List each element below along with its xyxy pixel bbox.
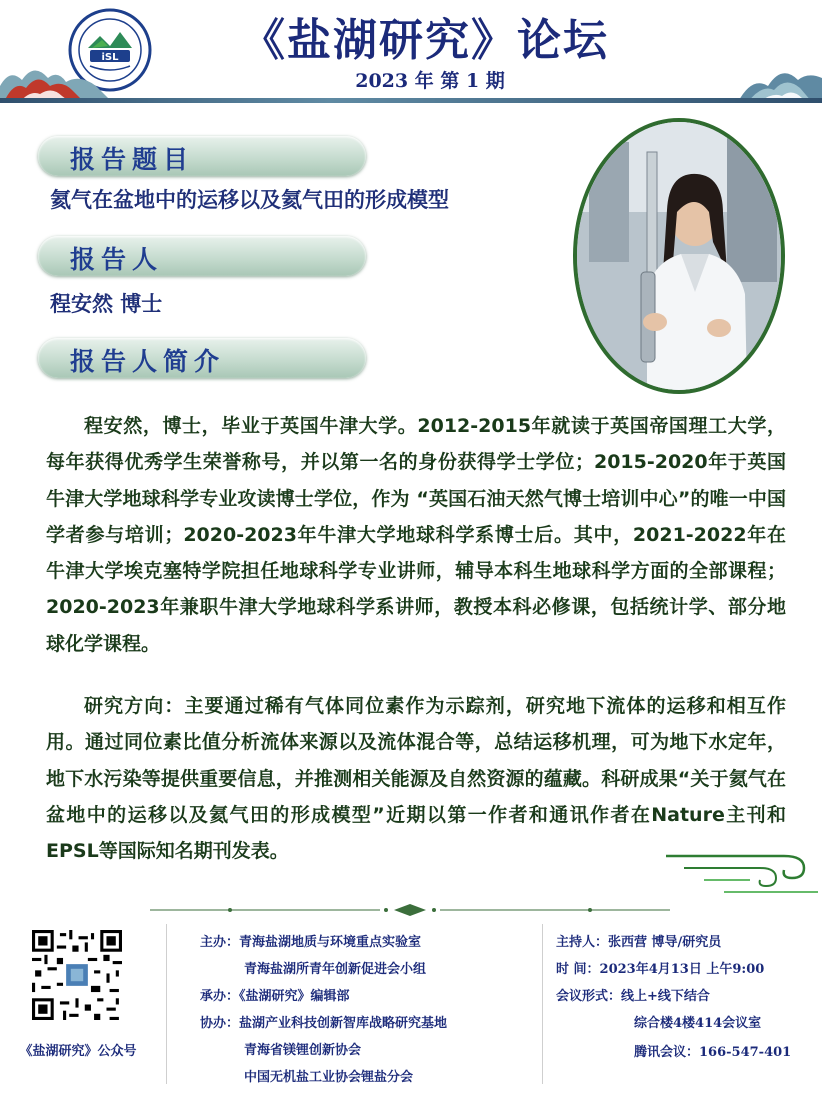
mountain-decoration-right <box>738 56 822 102</box>
organizer-line: 承办：《盐湖研究》编辑部 <box>200 989 350 1004</box>
speaker-heading-pill <box>38 236 366 276</box>
topic-heading-pill <box>38 136 366 176</box>
meeting-room: 综合楼4楼414会议室 <box>634 1016 762 1031</box>
mountain-decoration-left <box>0 56 112 102</box>
forum-title: 《盐湖研究》论坛 <box>241 15 609 66</box>
organizer-line: 青海盐湖所青年创新促进会小组 <box>244 962 427 977</box>
topic-heading: 报告题目 <box>70 145 195 174</box>
bio-paragraph-2: 研究方向：主要通过稀有气体同位素作为示踪剂，研究地下流体的运移和相互作用。通过同位素比值分析流体来源以及流体混合等，总结运移机理，可为地下水定年，地下水污染等提供重要信息，并推测相关能源及自然资源的蕴藏。科研成果“关于氦气在盆地中的运移以及氦气田的形成模型”近期以第一作者和通讯作者在Nature主刊和EPSL等国际知名期刊发表。 <box>46 695 786 863</box>
bio-heading-pill <box>38 338 366 378</box>
meeting-format: 会议形式：线上+线下结合 <box>556 989 710 1004</box>
bio-heading: 报告人简介 <box>70 347 226 376</box>
qr-code[interactable] <box>32 930 122 1020</box>
svg-text:iSL: iSL <box>101 52 119 63</box>
time-info: 时 间：2023年4月13日 上午9:00 <box>556 962 765 977</box>
issue-number: 2023 年 第 1 期 <box>355 70 505 92</box>
footer-divider <box>150 904 670 916</box>
footer-separator <box>166 924 167 1084</box>
footer-separator <box>542 924 543 1084</box>
organizer-line: 主办：青海盐湖地质与环境重点实验室 <box>200 935 422 950</box>
organizer-line: 青海省镁锂创新协会 <box>244 1043 362 1058</box>
portrait-image <box>577 122 781 390</box>
tencent-meeting-id[interactable]: 腾讯会议：166-547-401 <box>634 1045 792 1060</box>
report-topic: 氦气在盆地中的运移以及氦气田的形成模型 <box>50 188 449 212</box>
organizer-line: 中国无机盐工业协会锂盐分会 <box>244 1070 414 1085</box>
qr-caption: 《盐湖研究》公众号 <box>19 1044 137 1059</box>
host-info: 主持人：张西营 博导/研究员 <box>556 935 722 950</box>
speaker-heading: 报告人 <box>70 245 164 274</box>
speaker-portrait <box>573 118 785 394</box>
bio-paragraph-1: 程安然，博士，毕业于英国牛津大学。2012-2015年就读于英国帝国理工大学，每年获得优秀学生荣誉称号，并以第一名的身份获得学士学位；2015-2020年于英国牛津大学地球科学专业攻读博士学位，作为 “英国石油天然气博士培训中心”的唯一中国学者参与培训；2020-2023年牛津大学地球科学系博士后。其中，2021-2022年在牛津大学埃克塞特学院担任地球科学专业讲师，辅导本科生地球科学方面的全部课程；2020-2023年兼职牛津大学地球科学系讲师，教授本科必修课，包括统计学、部分地球化学课程。 <box>46 415 786 655</box>
organizer-line: 协办：盐湖产业科技创新智库战略研究基地 <box>200 1016 448 1031</box>
speaker-name: 程安然 博士 <box>50 292 163 316</box>
wave-swirl-decoration <box>664 846 822 898</box>
header-divider <box>0 98 822 103</box>
